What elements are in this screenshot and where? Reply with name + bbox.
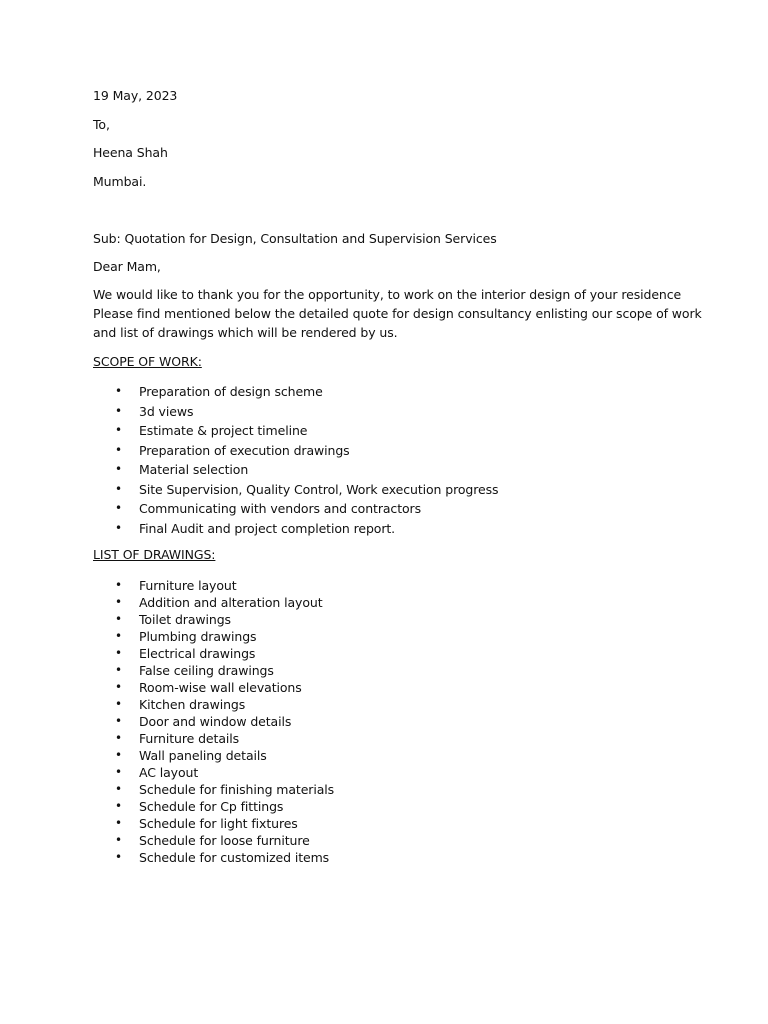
list-item-text: Kitchen drawings <box>139 697 246 712</box>
bullet-icon: • <box>115 782 122 796</box>
bullet-icon: • <box>115 384 122 398</box>
bullet-icon: • <box>115 731 122 745</box>
list-item-text: Wall paneling details <box>139 748 267 763</box>
list-item <box>0 594 334 611</box>
body-line-1: We would like to thank you for the opportunity, to work on the interior design of your residence <box>93 287 682 302</box>
bullet-icon: • <box>115 462 122 476</box>
list-item-text: Electrical drawings <box>139 646 256 661</box>
list-item <box>0 781 334 798</box>
list-item-text: Site Supervision, Quality Control, Work execution progress <box>139 481 499 497</box>
bullet-icon: • <box>115 697 122 711</box>
bullet-icon: • <box>115 423 122 437</box>
bullet-icon: • <box>115 765 122 779</box>
list-item <box>0 815 334 832</box>
letter-date: 19 May, 2023 <box>93 88 178 103</box>
list-item <box>0 662 334 679</box>
list-item <box>0 645 334 662</box>
list-item-text: Estimate & project timeline <box>139 423 308 438</box>
bullet-icon: • <box>115 403 122 418</box>
list-item <box>0 441 498 461</box>
bullet-icon: • <box>115 595 122 609</box>
list-item-text: Schedule for loose furniture <box>139 833 310 848</box>
list-item-text: Toilet drawings <box>139 612 231 627</box>
list-item <box>0 628 334 645</box>
list-item <box>0 730 334 747</box>
list-item <box>0 832 334 849</box>
list-item-text: Material selection <box>139 462 249 477</box>
list-item <box>0 611 334 628</box>
list-item-text: Preparation of design scheme <box>139 384 323 399</box>
bullet-icon: • <box>115 816 122 830</box>
list-item-text: Final Audit and project completion report. <box>139 520 396 536</box>
list-item-text: Furniture layout <box>139 578 237 593</box>
list-item <box>0 421 498 441</box>
list-item-text: Schedule for Cp fittings <box>139 799 284 814</box>
list-item <box>0 764 334 781</box>
list-item <box>0 747 334 764</box>
list-item-text: Communicating with vendors and contractors <box>139 501 422 516</box>
letter-salutation: Dear Mam, <box>93 259 161 274</box>
list-item <box>0 798 334 815</box>
list-item-text: Addition and alteration layout <box>139 595 323 610</box>
recipient-city: Mumbai. <box>93 174 147 189</box>
bullet-icon: • <box>115 748 122 762</box>
list-item <box>0 679 334 696</box>
bullet-icon: • <box>115 850 122 864</box>
body-line-2: Please find mentioned below the detailed quote for design consultancy enlisting our scope of work <box>93 306 702 321</box>
list-item-text: AC layout <box>139 765 199 780</box>
list-of-drawings-heading: LIST OF DRAWINGS: <box>93 547 216 562</box>
letter-to: To, <box>93 117 110 132</box>
list-item-text: Room-wise wall elevations <box>139 680 302 695</box>
list-item-text: Schedule for customized items <box>139 850 330 865</box>
list-item <box>0 577 334 594</box>
list-item <box>0 519 498 539</box>
list-item-text: Furniture details <box>139 731 240 746</box>
list-item-text: Plumbing drawings <box>139 629 257 644</box>
list-item <box>0 460 498 480</box>
bullet-icon: • <box>115 663 122 677</box>
bullet-icon: • <box>115 481 122 496</box>
bullet-icon: • <box>115 799 122 813</box>
list-item <box>0 713 334 730</box>
list-item-text: 3d views <box>139 403 194 419</box>
bullet-icon: • <box>115 680 122 694</box>
list-item <box>0 499 498 519</box>
list-item-text: False ceiling drawings <box>139 663 274 678</box>
list-of-drawings-list <box>0 577 334 866</box>
scope-of-work-heading: SCOPE OF WORK: <box>93 354 202 369</box>
letter-subject: Sub: Quotation for Design, Consultation and Supervision Services <box>93 231 497 246</box>
list-item <box>0 480 498 500</box>
bullet-icon: • <box>115 578 122 592</box>
list-item <box>0 696 334 713</box>
bullet-icon: • <box>115 442 122 457</box>
list-item-text: Door and window details <box>139 714 292 729</box>
bullet-icon: • <box>115 612 122 626</box>
list-item <box>0 382 498 402</box>
bullet-icon: • <box>115 833 122 847</box>
list-item-text: Schedule for finishing materials <box>139 782 335 797</box>
list-item <box>0 402 498 422</box>
bullet-icon: • <box>115 520 122 535</box>
bullet-icon: • <box>115 501 122 515</box>
list-item <box>0 849 334 866</box>
bullet-icon: • <box>115 629 122 643</box>
body-line-3: and list of drawings which will be rendered by us. <box>93 325 398 340</box>
recipient-name: Heena Shah <box>93 145 168 160</box>
list-item-text: Preparation of execution drawings <box>139 442 350 458</box>
list-item-text: Schedule for light fixtures <box>139 816 298 831</box>
bullet-icon: • <box>115 646 122 660</box>
bullet-icon: • <box>115 714 122 728</box>
scope-of-work-list <box>0 382 498 538</box>
